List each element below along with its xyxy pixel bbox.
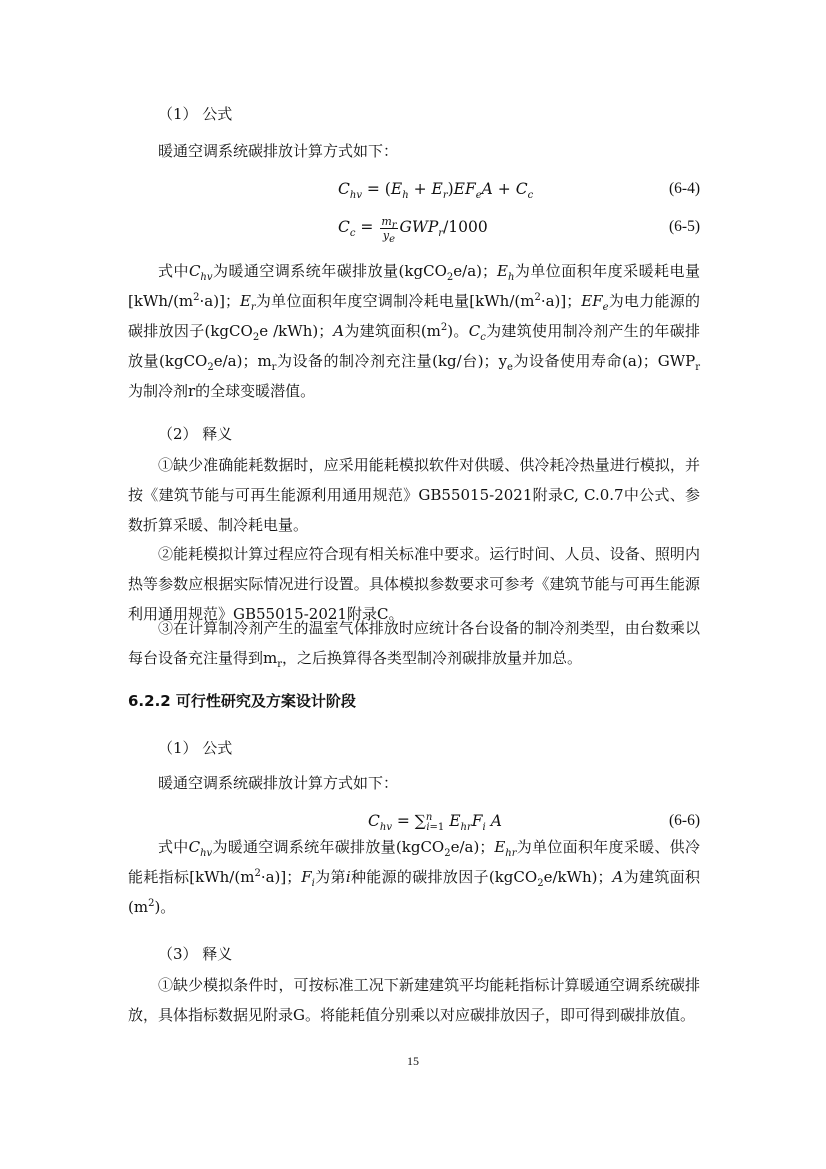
explanation-paragraph-3: ③在计算制冷剂产生的温室气体排放时应统计各台设备的制冷剂类型，由台数乘以每台设备充注量得到$m_r$，之后换算得各类型制冷剂碳排放量并加总。	[128, 619, 700, 670]
explanation-paragraph-1: ①缺少准确能耗数据时，应采用能耗模拟软件对供暖、供冷耗冷热量进行模拟，并按《建筑节能与可再生能源利用通用规范》GB55015-2021附录C, C.0.7中公式、参数折算采暖、制冷耗电量。	[128, 456, 700, 534]
section-formula-label: （1） 公式	[158, 739, 233, 757]
section-formula-label: （1） 公式	[158, 105, 233, 123]
equation-6-5	[338, 212, 700, 244]
explanation-paragraph-1: ①缺少模拟条件时，可按标准工况下新建建筑平均能耗指标计算暖通空调系统碳排放，具体指标数据见附录G。将能耗值分别乘以对应碳排放因子，即可得到碳排放值。	[128, 976, 700, 1024]
section-explanation-label: （3） 释义	[158, 945, 233, 963]
equation-6-4	[338, 174, 700, 200]
page-number: 15	[407, 1054, 419, 1068]
section-explanation-label: （2） 释义	[158, 425, 233, 443]
variable-definitions: 式中$C_{hv}$为暖通空调系统年碳排放量(kgCO$_2$e/a)；$E_h$为单位面积年度采暖耗电量$[kWh/(m^2\cdot a)]$；$E_r$为单位面积年度空调制冷耗电量$[kWh/(m^2\cdot a)]$；$EF_e$为电力能源的碳排放因子(kgCO$_2$e /kWh)；A为建筑面积$(m^2)$。$C_c$为建筑使用制冷剂产生的年碳排放量(kgCO$_2$e/a)；$m_r$为设备的制冷剂充注量(kg/台)；$y_e$为设备使用寿命(a)；$GWP_r$为制冷剂r的全球变暖潜值。	[128, 262, 700, 400]
fraction: $\frac{m_r}{y_e}$	[381, 214, 397, 245]
equation-6-6	[338, 806, 700, 832]
equation-formula: $C_{hv} = \sum^n_{i=1}$ $E_{hr}F_i$ A	[368, 811, 502, 834]
equation-number: (6-4)	[669, 180, 700, 197]
section-heading: 6.2.2 可行性研究及方案设计阶段	[128, 692, 356, 710]
equation-number: (6-6)	[669, 812, 700, 829]
explanation-paragraph-2: ②能耗模拟计算过程应符合现有相关标准中要求。运行时间、人员、设备、照明内热等参数应根据实际情况进行设置。具体模拟参数要求可参考《建筑节能与可再生能源利用通用规范》GB55015-2021附录C。	[128, 545, 700, 623]
equation-number: (6-5)	[669, 218, 700, 235]
variable-definitions: 式中$C_{hv}$为暖通空调系统年碳排放量(kgCO$_2$e/a)；$E_{hr}$为单位面积年度采暖、供冷能耗指标$[kWh/(m^2\cdot a)]$；$F_i$为第i种能源的碳排放因子(kgCO$_2$e/kWh)；A为建筑面积$(m^2)$。	[128, 838, 700, 916]
section-intro: 暖通空调系统碳排放计算方式如下：	[158, 774, 399, 792]
equation-formula: $C_c$ = $\frac{m_r}{y_e}$ $GWP_r/1000$	[338, 214, 488, 245]
equation-formula: $C_{hv} = (E_h + E_r)EF_eA + C_c$	[338, 180, 534, 202]
section-intro: 暖通空调系统碳排放计算方式如下：	[158, 142, 399, 160]
